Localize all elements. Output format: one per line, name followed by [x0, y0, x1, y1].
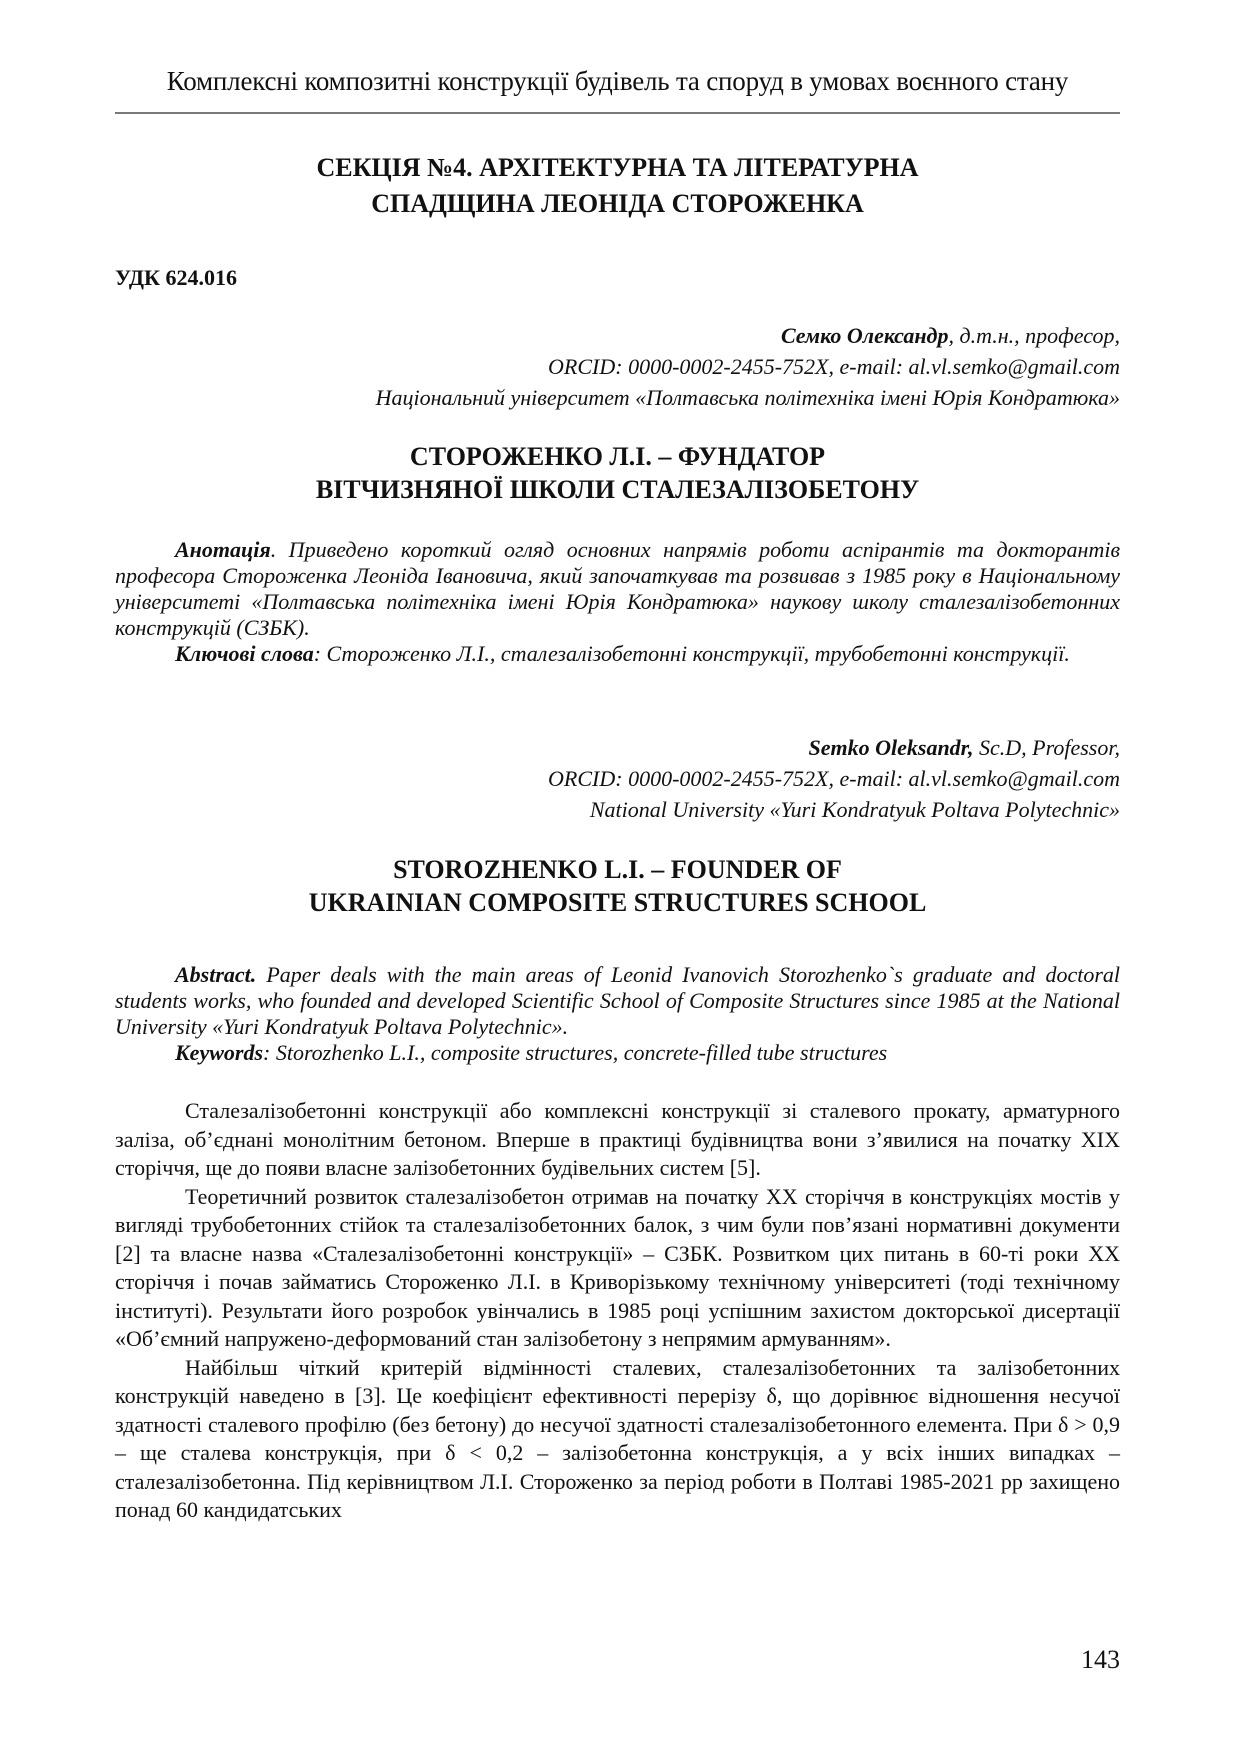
author-affiliation-en: National University «Yuri Kondratyuk Poltava Polytechnic» — [589, 797, 1120, 822]
article-title-en-line-2: UKRAINIAN COMPOSITE STRUCTURES SCHOOL — [308, 888, 927, 917]
header-divider — [115, 112, 1120, 114]
abstract-en-text: Paper deals with the main areas of Leonid Ivanovich Storozhenko`s graduate and doctoral students works, who founded and developed Scientific School of Composite Structures since 1985 at the National University «Yuri Kondratyuk Poltava Polytechnic». — [115, 962, 1120, 1039]
keywords-ua-paragraph — [115, 641, 1120, 667]
page-number: 143 — [1081, 1645, 1120, 1674]
author-orcid-email-ua: ORCID: 0000-0002-2455-752X, e-mail: al.vl.semko@gmail.com — [548, 354, 1120, 379]
abstract-en-paragraph — [115, 962, 1120, 1040]
section-title-line-2: СПАДЩИНА ЛЕОНІДА СТОРОЖЕНКА — [371, 189, 864, 218]
body-paragraph: Теоретичний розвиток сталезалізобетон отримав на початку XX сторіччя в конструкціях мостів у вигляді трубобетонних стійок та сталезалізобетонних балок, з чим були пов’язані нормативні документи [2] та власне назва «Сталезалізобетонні конструкції» – СЗБК. Розвитком цих питань в 60-ті роки XX сторіччя і почав займатись Стороженко Л.І. в Криворізькому технічному університеті (тоді технічному інституті). Результати його розробок увінчались в 1985 році успішним захистом докторської дисертації «Об’ємний напружено-деформований стан залізобетону з непрямим армуванням». — [115, 1183, 1120, 1351]
author-credentials-en: Sc.D, Professor, — [973, 735, 1120, 760]
article-title-ua — [115, 440, 1120, 506]
author-block-en — [115, 732, 1120, 825]
author-orcid-email-en: ORCID: 0000-0002-2455-752X, e-mail: al.vl.semko@gmail.com — [548, 766, 1120, 791]
keywords-en-text: : Storozhenko L.I., composite structures, concrete-filled tube structures — [263, 1040, 888, 1065]
section-title-line-1: СЕКЦІЯ №4. АРХІТЕКТУРНА ТА ЛІТЕРАТУРНА — [316, 153, 919, 182]
keywords-ua-label: Ключові слова — [175, 641, 314, 666]
article-title-ua-line-2: ВІТЧИЗНЯНОЇ ШКОЛИ СТАЛЕЗАЛІЗОБЕТОНУ — [315, 475, 920, 504]
author-line-en — [115, 732, 1120, 763]
keywords-en-label: Keywords — [175, 1040, 263, 1065]
author-affiliation-ua: Національний університет «Полтавська політехніка імені Юрія Кондратюка» — [375, 385, 1120, 410]
section-title — [115, 150, 1120, 222]
abstract-ua-paragraph — [115, 537, 1120, 641]
author-credentials-ua: , д.т.н., професор, — [948, 323, 1120, 348]
article-title-ua-line-1: СТОРОЖЕНКО Л.І. – ФУНДАТОР — [409, 442, 826, 471]
body-text — [115, 1097, 1120, 1525]
author-name-ua: Семко Олександр — [780, 323, 949, 348]
udc-code: УДК 624.016 — [115, 265, 238, 290]
running-header: Комплексні композитні конструкції будівель та споруд в умовах воєнного стану — [166, 66, 1069, 96]
abstract-en — [115, 962, 1120, 1066]
article-title-en — [115, 853, 1120, 919]
abstract-ua-text: . Приведено короткий огляд основних напрямів роботи аспірантів та докторантів професора Стороженка Леоніда Івановича, який започаткував та розвивав з 1985 року в Національному університеті «Полтавська політехніка імені Юрія Кондратюка» наукову школу сталезалізобетонних конструкцій (СЗБК). — [115, 537, 1120, 640]
body-paragraph: Найбільш чіткий критерій відмінності сталевих, сталезалізобетонних та залізобетонних конструкцій наведено в [3]. Це коефіцієнт ефективності перерізу δ, що дорівнює відношення несучої здатності сталевого профілю (без бетону) до несучої здатності сталезалізобетонного елемента. При δ > 0,9 – ще сталева конструкція, при δ < 0,2 – залізобетонна конструкція, а у всіх інших випадках – сталезалізобетонна. Під керівництвом Л.І. Стороженко за період роботи в Полтаві 1985-2021 рр захищено понад 60 кандидатських — [115, 1354, 1120, 1522]
author-block-ua — [115, 320, 1120, 413]
author-line-ua — [115, 320, 1120, 351]
keywords-ua-text: : Стороженко Л.І., сталезалізобетонні конструкції, трубобетонні конструкції. — [313, 641, 1070, 666]
author-name-en: Semko Oleksandr, — [808, 735, 974, 760]
abstract-ua-label: Анотація — [175, 537, 271, 562]
abstract-ua — [115, 537, 1120, 667]
abstract-en-label: Abstract. — [175, 962, 257, 987]
keywords-en-paragraph — [115, 1040, 1120, 1066]
article-title-en-line-1: STOROZHENKO L.I. – FOUNDER OF — [393, 855, 842, 884]
body-paragraph: Сталезалізобетонні конструкції або комплексні конструкції зі сталевого прокату, арматурного заліза, об’єднані монолітним бетоном. Вперше в практиці будівництва вони з’явилися на початку XIX сторіччя, ще до появи власне залізобетонних будівельних систем [5]. — [115, 1098, 1120, 1180]
